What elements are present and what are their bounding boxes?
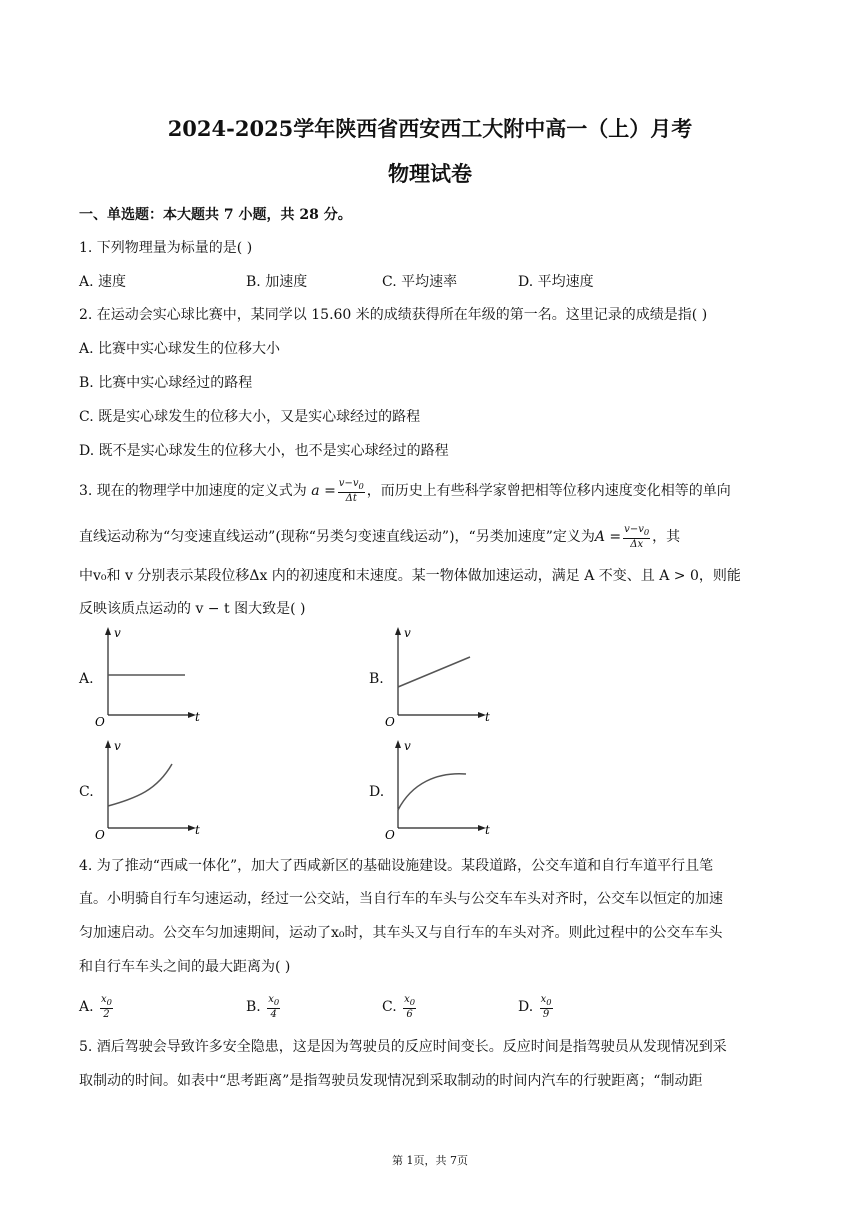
axis-t-label: t [195, 710, 200, 724]
q3-text: ，其 [652, 529, 681, 545]
q2-option-d: D. 既不是实心球发生的位移大小，也不是实心球经过的路程 [79, 443, 449, 459]
q3-formula2-sub: 0 [643, 527, 650, 537]
page-title: 2024-2025学年陕西省西安西工大附中高一（上）月考 [167, 116, 693, 141]
graph-a [92, 625, 204, 727]
q4-option-label: A. [79, 999, 94, 1015]
q3-text: ，而历史上有些科学家曾把相等位移内速度变化相等的单向 [366, 483, 731, 499]
q3-formula2-num: v−v [624, 524, 644, 535]
q3-option-b-label: B. [369, 671, 384, 687]
q4-option-den: 9 [542, 1009, 550, 1020]
q2-option-b: B. 比赛中实心球经过的路程 [79, 375, 253, 391]
q2-option-a: A. 比赛中实心球发生的位移大小 [79, 341, 281, 357]
q1-option-a: A. 速度 [79, 274, 127, 290]
q3-formula2-fraction [623, 524, 650, 550]
q4-option-label: C. [382, 999, 397, 1015]
axis-v-label: v [404, 626, 411, 640]
origin-label: O [95, 828, 105, 840]
v-axis-arrow [105, 627, 111, 635]
page-footer: 第 1页，共 7页 [392, 1154, 468, 1167]
curve-d [398, 774, 466, 810]
q4-line-2: 直。小明骑自行车匀速运动，经过一公交站，当自行车的车头与公交车车头对齐时，公交车以恒定的加速 [79, 891, 723, 907]
v-axis-arrow [105, 740, 111, 748]
q3-formula2-lhs: A = [594, 529, 622, 545]
q4-option-label: D. [518, 999, 534, 1015]
q3-formula-lhs: a = [311, 483, 336, 499]
axis-t-label: t [195, 823, 200, 837]
q1-option-d: D. 平均速度 [518, 274, 594, 290]
q4-line-4: 和自行车车头之间的最大距离为( ) [79, 959, 291, 975]
q3-formula-num: v−v [338, 478, 359, 489]
axis-v-label: v [114, 626, 121, 640]
q4-option-sub: 0 [546, 997, 552, 1007]
q2-option-c: C. 既是实心球发生的位移大小，又是实心球经过的路程 [79, 409, 421, 425]
q4-option-a [79, 994, 115, 1020]
q3-option-d-label: D. [369, 784, 385, 800]
q3-line-3: 中v₀和 v 分别表示某段位移Δx 内的初速度和末速度。某一物体做加速运动，满足 A 不变、且 A > 0，则能 [79, 568, 741, 584]
q3-formula2-den: Δx [630, 539, 644, 550]
q3-option-a-label: A. [79, 671, 94, 687]
q4-option-num: x [101, 994, 107, 1005]
q4-option-num: x [404, 994, 410, 1005]
q3-formula-sub: 0 [358, 481, 364, 491]
q4-option-d [518, 994, 555, 1020]
axis-v-label: v [404, 739, 411, 753]
q3-text: 直线运动称为“匀变速直线运动”(现称“另类匀变速直线运动”)，“另类加速度”定义为 [79, 529, 595, 545]
q1-option-c: C. 平均速率 [382, 274, 458, 290]
graph-d [382, 738, 494, 840]
q4-option-den: 2 [103, 1009, 110, 1020]
q4-option-num: x [540, 994, 547, 1005]
origin-label: O [95, 715, 105, 727]
graph-b [382, 625, 494, 727]
q3-line-1 [79, 478, 731, 504]
section-header: 一、单选题：本大题共 7 小题，共 28 分。 [79, 207, 352, 223]
q3-formula-fraction [338, 478, 365, 504]
origin-label: O [385, 715, 395, 727]
q3-line-4: 反映该质点运动的 v − t 图大致是( ) [79, 601, 306, 617]
q4-option-sub: 0 [106, 997, 112, 1007]
q5-line-2: 取制动的时间。如表中“思考距离”是指驾驶员发现情况到采取制动的时间内汽车的行驶距离；“制动距 [79, 1073, 703, 1089]
q4-option-sub: 0 [273, 997, 280, 1007]
q3-formula-den: Δt [345, 493, 357, 504]
v-axis-arrow [395, 740, 401, 748]
q1-option-b: B. 加速度 [246, 274, 308, 290]
v-axis-arrow [395, 627, 401, 635]
q4-option-b [246, 994, 282, 1020]
origin-label: O [385, 828, 395, 840]
q3-line-2 [79, 524, 680, 550]
q4-line-1: 4. 为了推动“西咸一体化”，加大了西咸新区的基础设施建设。某段道路，公交车道和自行车道平行且笔 [79, 858, 714, 874]
q4-option-den: 4 [270, 1009, 277, 1020]
q4-option-label: B. [246, 999, 261, 1015]
axis-t-label: t [485, 823, 490, 837]
q3-option-c-label: C. [79, 784, 94, 800]
q1-stem: 1. 下列物理量为标量的是( ) [79, 240, 253, 256]
q4-option-den: 6 [406, 1009, 413, 1020]
axis-v-label: v [114, 739, 121, 753]
q2-stem: 2. 在运动会实心球比赛中，某同学以 15.60 米的成绩获得所在年级的第一名。这里记录的成绩是指( ) [79, 307, 708, 323]
q4-option-sub: 0 [409, 997, 416, 1007]
q3-text: 3. 现在的物理学中加速度的定义式为 [79, 483, 307, 499]
page-subtitle: 物理试卷 [388, 161, 472, 186]
q4-line-3: 匀加速启动。公交车匀加速期间，运动了x₀时，其车头又与自行车的车头对齐。则此过程中的公交车车头 [79, 925, 723, 941]
axis-t-label: t [485, 710, 490, 724]
curve-c [108, 764, 172, 806]
q4-option-c [382, 994, 418, 1020]
q5-line-1: 5. 酒后驾驶会导致许多安全隐患，这是因为驾驶员的反应时间变长。反应时间是指驾驶员从发现情况到采 [79, 1039, 727, 1055]
q4-option-num: x [268, 994, 274, 1005]
curve-b [398, 657, 470, 687]
graph-c [92, 738, 204, 840]
